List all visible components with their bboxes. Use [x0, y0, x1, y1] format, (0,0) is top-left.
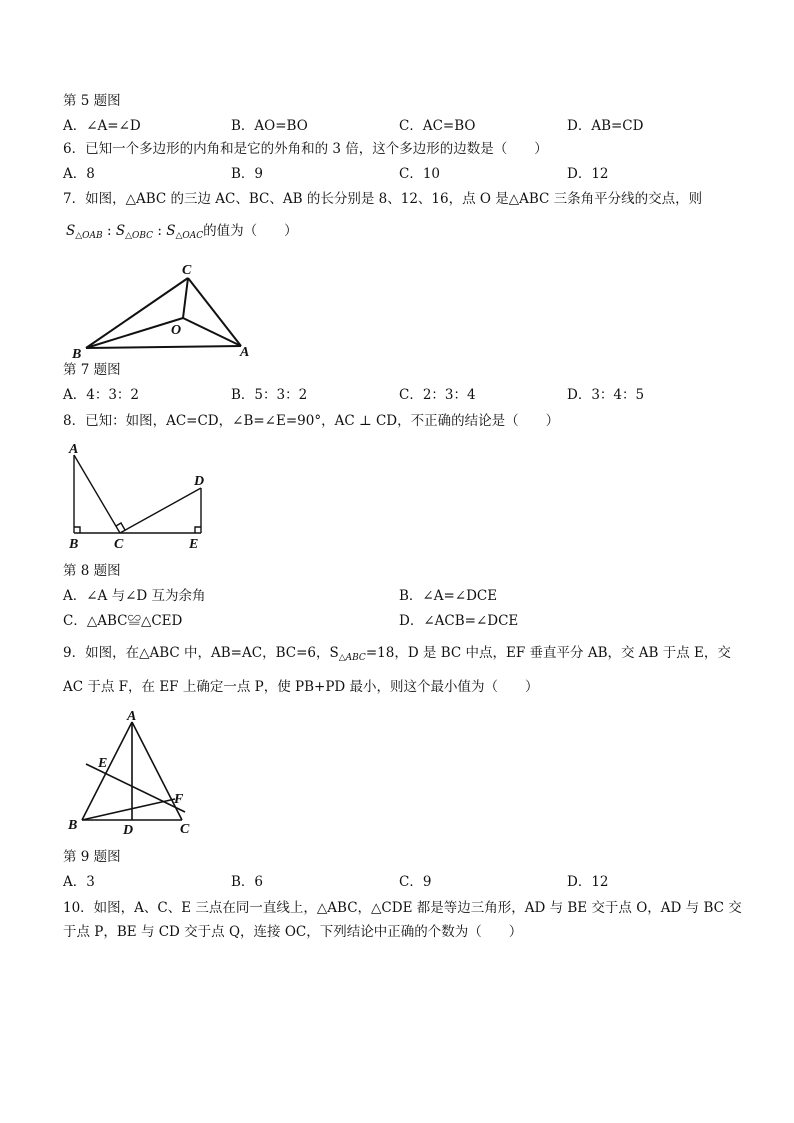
q9-option-c: C．9: [399, 874, 432, 890]
q6-option-d: D．12: [567, 166, 609, 182]
q7-option-d: D．3：4：5: [567, 387, 645, 403]
q9-label-d: D: [123, 823, 134, 838]
q6-option-b: B．9: [231, 166, 264, 182]
q9-label-c: C: [180, 822, 190, 837]
q8-label-e: E: [189, 537, 199, 552]
q6-option-c: C．10: [399, 166, 441, 182]
q8-label-b: B: [69, 537, 79, 552]
q9-option-d: D．12: [567, 874, 609, 890]
q9-label-f: F: [174, 792, 184, 807]
q9-label-a: A: [127, 709, 137, 724]
q8-label-d: D: [194, 474, 205, 489]
q9-label-b: B: [68, 818, 78, 833]
q9-label-e: E: [98, 756, 108, 771]
q7-area-ratio: $S_{\triangle OAB}$ : $S_{\triangle OBC}$ : $S_{\triangle OAC}$的值为（ ）: [66, 223, 298, 241]
q5-option-d: D．AB=CD: [567, 118, 644, 134]
q8-option-b: B．∠A=∠DCE: [399, 588, 498, 604]
q7-caption: 第 7 题图: [63, 362, 121, 378]
q7-stem: 7．如图，△ABC 的三边 AC、BC、AB 的长分别是 8、12、16，点 O 是△ABC 三条角平分线的交点，则: [63, 191, 703, 207]
q6-stem: 6．已知一个多边形的内角和是它的外角和的 3 倍，这个多边形的边数是（ ）: [63, 141, 548, 157]
q8-option-c: C．△ABC≌△CED: [63, 613, 183, 629]
q9-option-b: B．6: [231, 874, 264, 890]
q7-option-b: B．5：3：2: [231, 387, 308, 403]
q8-caption: 第 8 题图: [63, 563, 121, 579]
q9-stem-line1: 9．如图，在△ABC 中，AB=AC，BC=6，$S_{\triangle ABC}=18$，D 是 BC 中点，EF 垂直平分 AB，交 AB 于点 E，交: [63, 645, 731, 663]
q8-option-a: A．∠A 与∠D 互为余角: [63, 588, 206, 604]
q5-caption: 第 5 题图: [63, 93, 121, 109]
q5-option-b: B．AO=BO: [231, 118, 308, 134]
q8-label-c: C: [114, 537, 124, 552]
q5-option-a: A．∠A=∠D: [63, 118, 141, 134]
q9-option-a: A．3: [63, 874, 95, 890]
q7-option-c: C．2：3：4: [399, 387, 476, 403]
q9-stem-line2: AC 于点 F，在 EF 上确定一点 P，使 PB+PD 最小，则这个最小值为（ ）: [63, 679, 539, 695]
q8-label-a: A: [69, 442, 79, 457]
q9-caption: 第 9 题图: [63, 849, 121, 865]
q5-option-c: C．AC=BO: [399, 118, 476, 134]
q7-label-o: O: [171, 323, 182, 338]
q6-option-a: A．8: [63, 166, 95, 182]
q8-stem: 8．已知：如图，AC=CD，∠B=∠E=90°，AC ⊥ CD，不正确的结论是（ ）: [63, 413, 560, 429]
q7-option-a: A．4：3：2: [63, 387, 140, 403]
q7-label-c: C: [182, 263, 192, 278]
q8-option-d: D．∠ACB=∠DCE: [399, 613, 519, 629]
q7-label-a: A: [240, 345, 250, 360]
q10-stem-line2: 于点 P，BE 与 CD 交于点 Q，连接 OC，下列结论中正确的个数为（ ）: [63, 924, 523, 940]
q10-stem-line1: 10．如图，A、C、E 三点在同一直线上，△ABC，△CDE 都是等边三角形，AD 与 BE 交于点 O，AD 与 BC 交: [63, 900, 742, 916]
q7-label-b: B: [72, 347, 82, 362]
